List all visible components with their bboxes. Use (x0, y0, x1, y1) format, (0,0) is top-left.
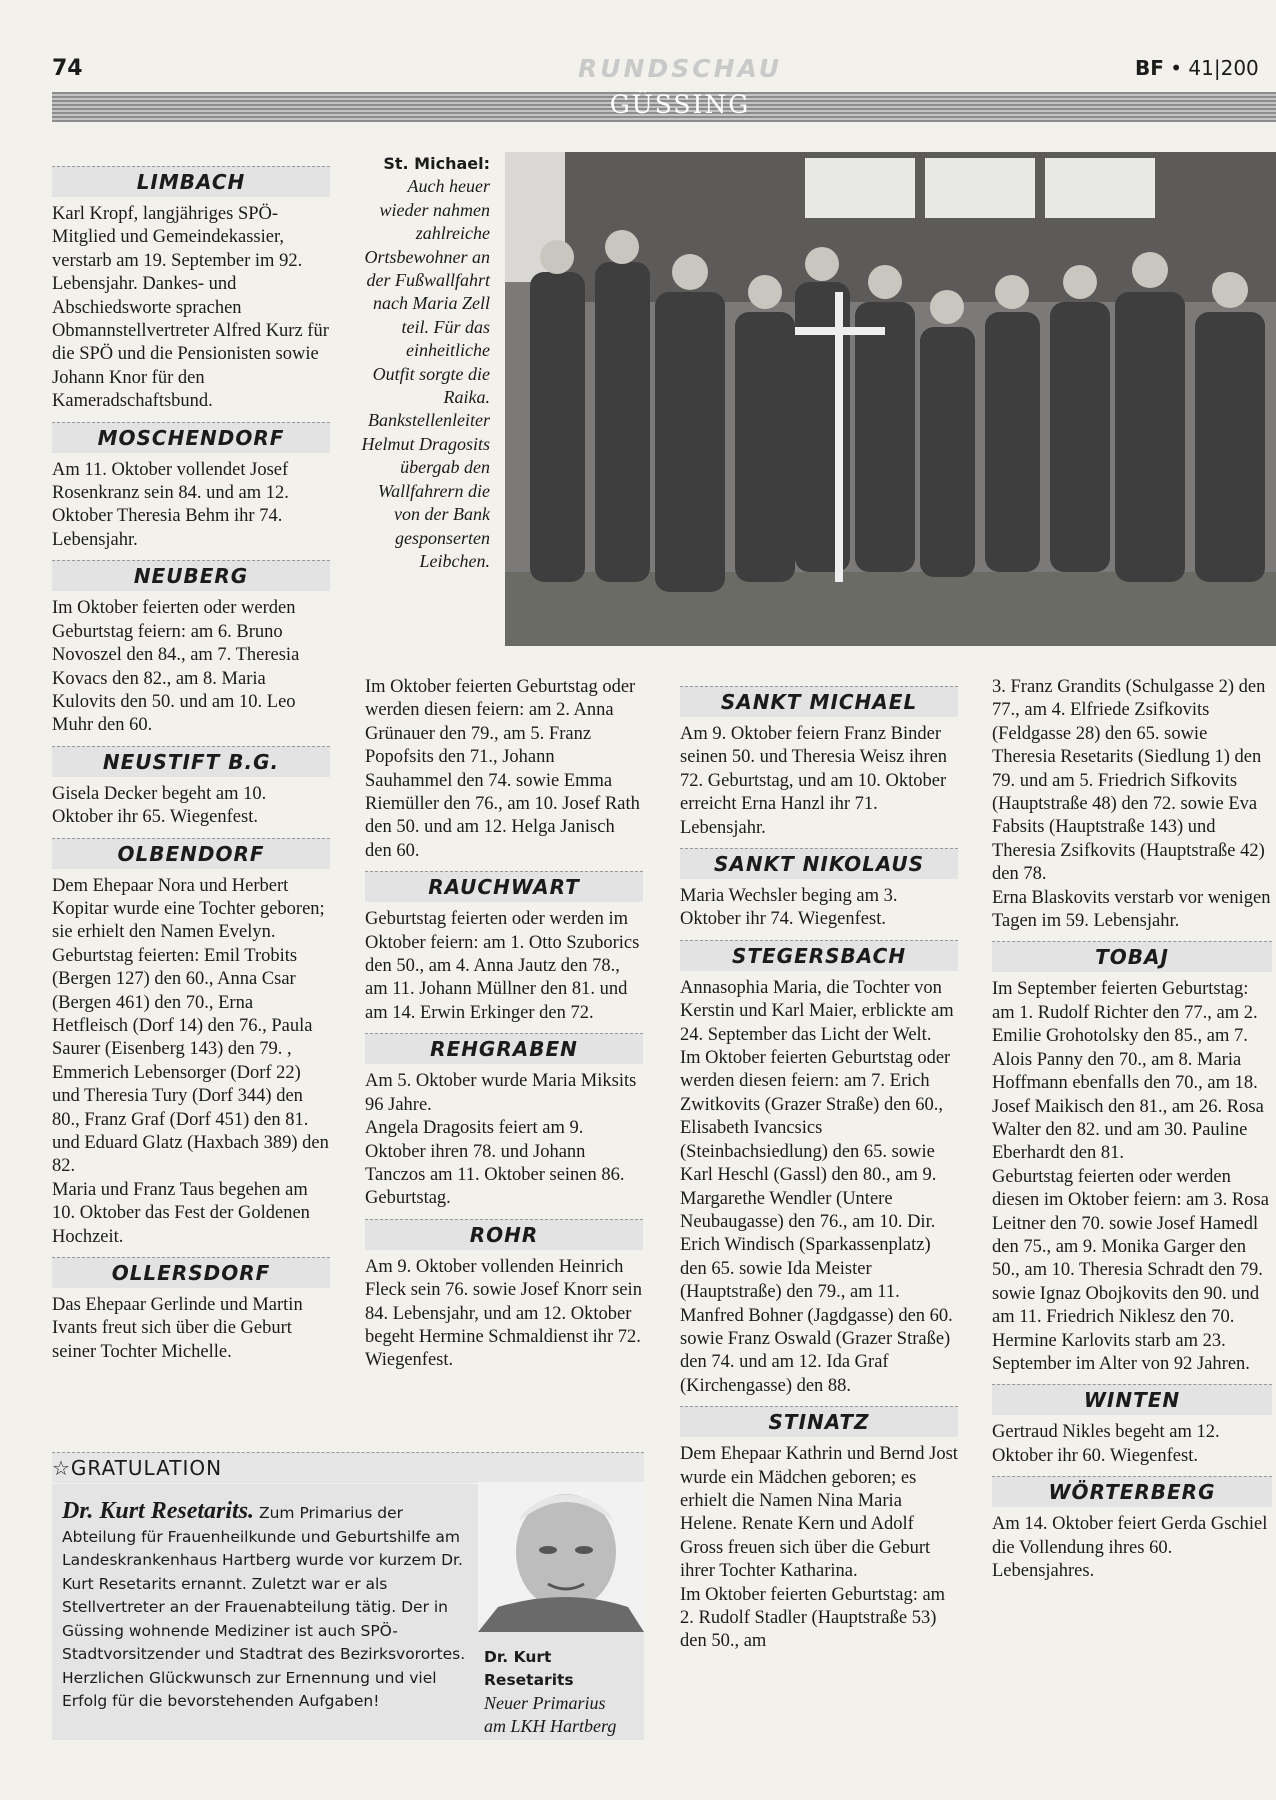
photo-caption (360, 152, 490, 573)
column-4-intro-2: Erna Blaskovits verstarb vor wenigen Tagen im 59. Lebensjahr. (992, 887, 1271, 932)
section-paragraph: Dem Ehepaar Nora und Herbert Kopitar wurde eine Tochter geboren; sie erhielt den Namen Evelyn. (52, 875, 325, 943)
issue-separator: • (1170, 56, 1183, 80)
region-title: GÜSSING (609, 90, 751, 119)
section-paragraph: Maria Wechsler beging am 3. Oktober ihr 74. Wiegenfest. (680, 886, 898, 930)
section-paragraph: Karl Kropf, langjähriges SPÖ-Mitglied und Gemeindekassier, verstarb am 19. September im 92. Lebensjahr. Dankes- und Abschiedsworte sprachen Obmannstellvertreter Alfred Kurz für die SPÖ und die Pensionisten sowie Johann Knor für den Kameradschaftsbund. (52, 204, 329, 412)
section-paragraph: Dem Ehepaar Kathrin und Bernd Jost wurde ein Mädchen geboren; es erhielt die Namen Nina Maria Helene. Renate Kern und Adolf Gross freuen sich über die Geburt ihrer Tochter Katharina. (680, 1444, 958, 1582)
column-1 (52, 166, 330, 1364)
section-paragraph: Geburtstag feierten oder werden im Oktober feiern: am 1. Otto Szuborics den 50., am 4. Anna Jautz den 78., am 11. Johann Müllner den 81. und am 14. Erwin Erkinger den 72. (365, 909, 640, 1023)
section-paragraph: Annasophia Maria, die Tochter von Kerstin und Karl Maier, erblickte am 24. September das Licht der Welt. (680, 977, 954, 1045)
section-heading: MOSCHENDORF (52, 422, 330, 453)
gratulation-text (62, 1500, 480, 1714)
group-photo (505, 152, 1276, 646)
section-paragraph: Hermine Karlovits starb am 23. September im Alter von 92 Jahren. (992, 1330, 1250, 1374)
portrait-caption (484, 1646, 644, 1738)
column-3 (680, 678, 958, 1654)
section-heading: ROHR (365, 1219, 643, 1250)
section-paragraph: Gertraud Nikles begeht am 12. Oktober ihr 60. Wiegenfest. (992, 1422, 1220, 1466)
section-heading: NEUSTIFT B.G. (52, 746, 330, 777)
section-paragraph: Am 5. Oktober wurde Maria Miksits 96 Jahre. (365, 1071, 637, 1115)
issue-info (1135, 56, 1259, 80)
portrait-name: Dr. Kurt Resetarits (484, 1648, 574, 1689)
issue-number: 41|200 (1188, 56, 1259, 80)
section-heading: OLLERSDORF (52, 1257, 330, 1288)
gratulation-name: Dr. Kurt Resetarits. (62, 1498, 255, 1524)
section-paragraph: Am 11. Oktober vollendet Josef Rosenkranz sein 84. und am 12. Oktober Theresia Behm ihr 74. Lebensjahr. (52, 459, 289, 550)
section-heading: OLBENDORF (52, 838, 330, 869)
section-heading: TOBAJ (992, 941, 1272, 972)
section-paragraph: Im Oktober feierten Geburtstag: am 2. Rudolf Stadler (Hauptstraße 53) den 50., am (680, 1584, 946, 1652)
section-heading: STINATZ (680, 1406, 958, 1437)
section-paragraph: Angela Dragosits feiert am 9. Oktober ihren 78. und Johann Tanczos am 11. Oktober seinen 86. Geburtstag. (365, 1118, 625, 1209)
section-title: RUNDSCHAU (577, 54, 783, 83)
section-heading: LIMBACH (52, 166, 330, 197)
section-heading: WÖRTERBERG (992, 1476, 1272, 1507)
section-heading: REHGRABEN (365, 1033, 643, 1064)
section-paragraph: Das Ehepaar Gerlinde und Martin Ivants freut sich über die Geburt seiner Tochter Michelle. (52, 1295, 303, 1362)
section-heading: SANKT MICHAEL (680, 686, 958, 717)
gratulation-heading: ☆GRATULATION (52, 1452, 644, 1483)
column-2 (365, 676, 643, 1373)
section-paragraph: Geburtstag feierten oder werden diesen im Oktober feiern: am 3. Rosa Leitner den 70. sowie Josef Hamedl den 75., am 9. Monika Garger den 50., am 10. Theresia Schradt den 79. sowie Ignaz Obojkovits den 90. und am 11. Friedrich Niklesz den 70. (992, 1166, 1269, 1328)
portrait-line-2: am LKH Hartberg (484, 1716, 617, 1736)
section-heading: STEGERSBACH (680, 940, 958, 971)
photo-caption-text: Auch heuer wieder nahmen zahlreiche Ortsbewohner an der Fußwallfahrt nach Maria Zell teil. Für das einheitliche Outfit sorgte die Raika. Bankstellenleiter Helmut Dragosits übergab den Wallfahrern die von der Bank gesponserten Leibchen. (361, 176, 490, 571)
section-paragraph: Im September feierten Geburtstag: am 1. Rudolf Richter den 77., am 2. Emilie Grohotolsky den 85., am 7. Alois Panny den 70., am 8. Maria Hoffmann ebenfalls den 70., am 18. Josef Maikisch den 81., am 26. Rosa Walter den 82. und am 30. Pauline Eberhardt den 81. (992, 979, 1264, 1164)
column-4-intro-1: 3. Franz Grandits (Schulgasse 2) den 77., am 4. Elfriede Zsifkovits (Feldgasse 28) den 65. sowie Theresia Resetarits (Siedlung 1) den 79. und am 5. Friedrich Sifkovits (Hauptstraße 48) den 72. sowie Eva Fabsits (Hauptstraße 143) und Theresia Zsifkovits (Hauptstraße 42) den 78. (992, 677, 1266, 885)
section-heading: RAUCHWART (365, 871, 643, 902)
section-heading: WINTEN (992, 1384, 1272, 1415)
section-paragraph: Am 9. Oktober feiern Franz Binder seinen 50. und Theresia Weisz ihren 72. Geburtstag, und am 10. Oktober erreicht Erna Hanzl ihr 71. Lebensjahr. (680, 724, 948, 838)
column-4 (992, 676, 1272, 1583)
gratulation-body: Zum Primarius der Abteilung für Frauenheilkunde und Geburtshilfe am Landeskrankenhaus Hartberg wurde vor kurzem Dr. Kurt Resetarits ernannt. Zuletzt war er als Stellvertreter an der Frauenabteilung tätig. Der in Güssing wohnende Mediziner ist auch SPÖ-Stadtvorsitzender und Stadtrat des Bezirksvorortes. Herzlichen Glückwunsch zur Ernennung und viel Erfolg für die bevorstehenden Aufgaben! (62, 1504, 466, 1710)
section-paragraph: Maria und Franz Taus begehen am 10. Oktober das Fest der Goldenen Hochzeit. (52, 1179, 310, 1247)
section-paragraph: Am 9. Oktober vollenden Heinrich Fleck sein 76. sowie Josef Knorr sein 84. Lebensjahr, und am 12. Oktober begeht Hermine Schmaldienst ihr 72. Wiegenfest. (365, 1256, 642, 1371)
section-paragraph: Geburtstag feierten: Emil Trobits (Bergen 127) den 60., Anna Csar (Bergen 461) den 70., Erna Hetfleisch (Dorf 14) den 76., Paula Saurer (Eisenberg 143) den 79. , Emmerich Lebensorger (Dorf 22) und Theresia Tury (Dorf 344) den 80., Franz Graf (Dorf 451) den 81. und Eduard Glatz (Haxbach 389) den 82. (52, 945, 329, 1177)
section-heading: NEUBERG (52, 560, 330, 591)
section-paragraph: Im Oktober feierten Geburtstag oder werden diesen feiern: am 7. Erich Zwitkovits (Grazer Straße) den 60., Elisabeth Ivancsics (Steinbachsiedlung) den 65. sowie Karl Heschl (Gassl) den 80., am 9. Margarethe Wendler (Untere Neubaugasse) den 76., am 10. Dir. Erich Windisch (Sparkassenplatz) den 65. sowie Ida Meister (Hauptstraße) den 79., am 11. Manfred Bohner (Jagdgasse) den 60. sowie Franz Oswald (Grazer Straße) den 74. und am 12. Ida Graf (Kirchengasse) den 88. (680, 1048, 953, 1396)
portrait-photo (478, 1482, 644, 1632)
section-paragraph: Am 14. Oktober feiert Gerda Gschiel die Vollendung ihres 60. Lebensjahres. (992, 1514, 1268, 1581)
page-number: 74 (52, 56, 83, 81)
section-heading: SANKT NIKOLAUS (680, 848, 958, 879)
issue-brand: BF (1135, 56, 1164, 80)
photo-caption-place: St. Michael: (383, 154, 490, 173)
section-paragraph: Im Oktober feierten oder werden Geburtstag feiern: am 6. Bruno Novoszel den 84., am 7. Theresia Kovacs den 82., am 8. Maria Kulovits den 50. und am 10. Leo Muhr den 60. (52, 598, 300, 736)
section-paragraph: Gisela Decker begeht am 10. Oktober ihr 65. Wiegenfest. (52, 783, 267, 828)
portrait-line-1: Neuer Primarius (484, 1693, 606, 1713)
column-2-intro: Im Oktober feierten Geburtstag oder werden diesen feiern: am 2. Anna Grünauer den 79., am 5. Franz Popofsits den 71., Johann Sauhammel den 74. sowie Emma Riemüller den 76., am 10. Josef Rath den 50. und am 12. Helga Janisch den 60. (365, 677, 640, 861)
